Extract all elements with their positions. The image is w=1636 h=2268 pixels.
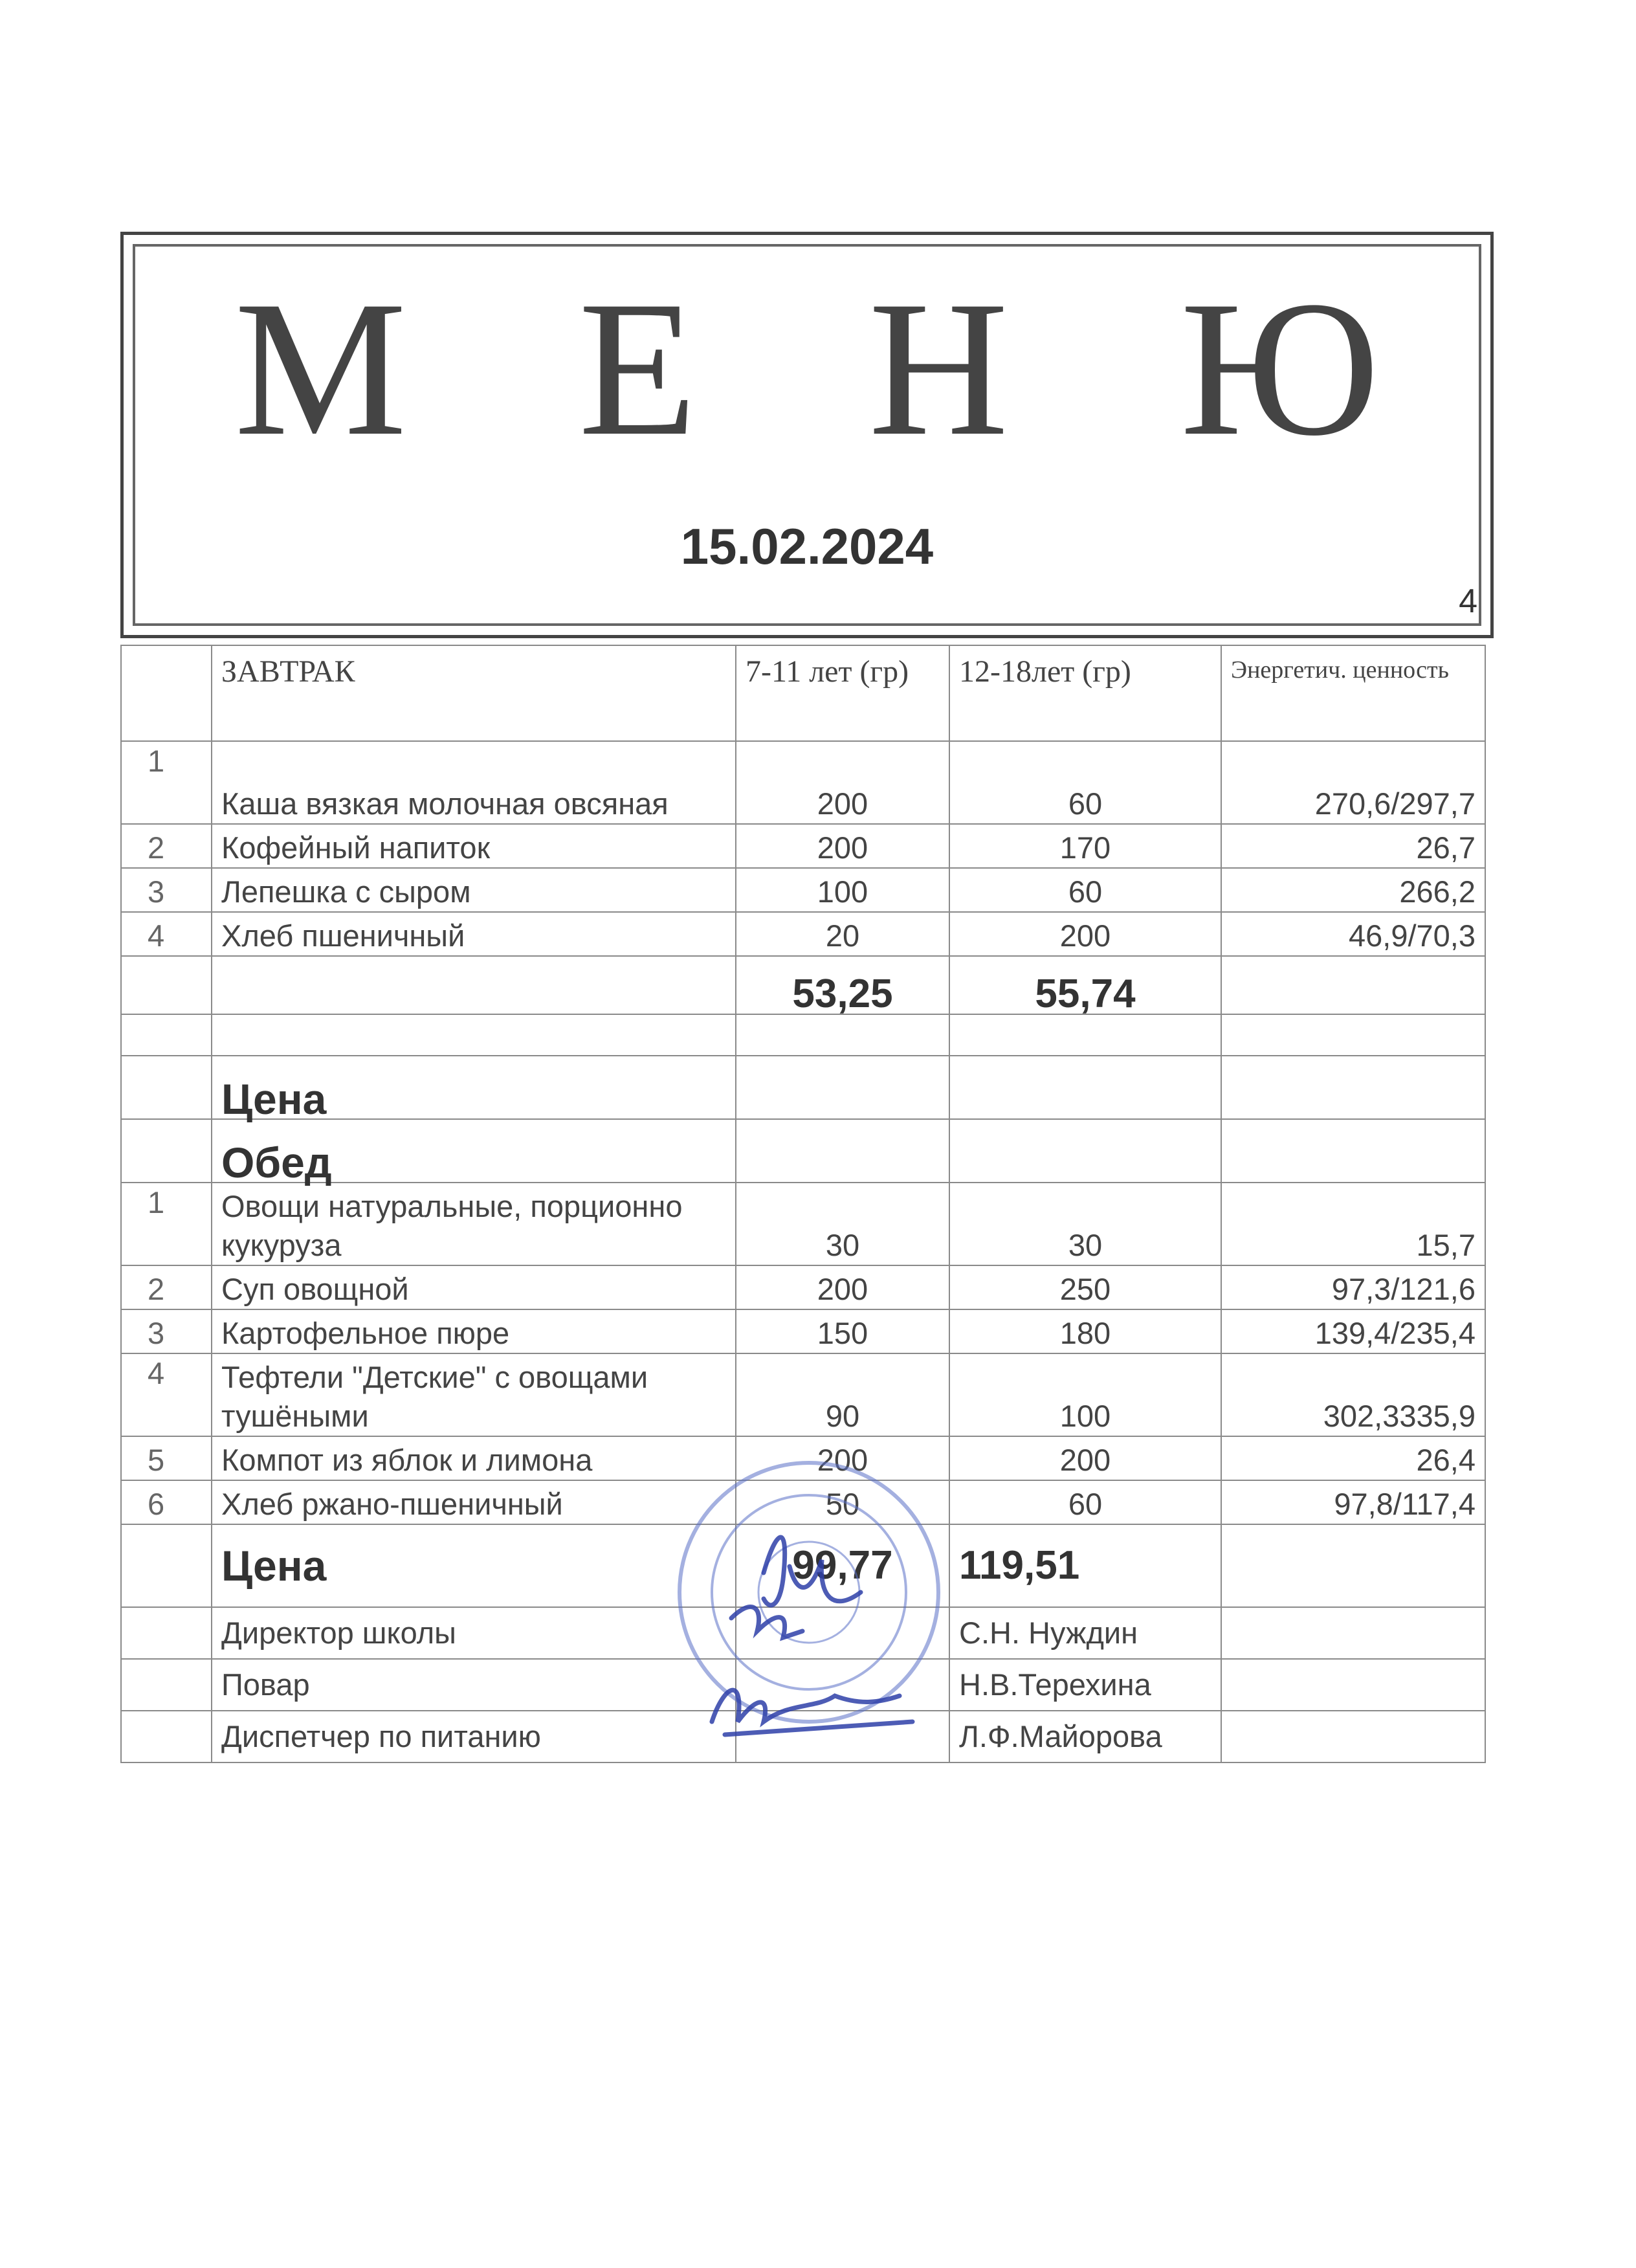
dish-name: Картофельное пюре	[212, 1309, 736, 1353]
empty-row	[121, 1014, 1485, 1056]
menu-date: 15.02.2024	[680, 518, 934, 575]
grams-7-11: 90	[736, 1353, 949, 1436]
price-label-row	[121, 1056, 1485, 1119]
grams-7-11: 200	[736, 824, 949, 868]
energy-header: Энергетич. ценность	[1221, 645, 1485, 741]
table-row	[121, 741, 1485, 824]
grams-7-11: 50	[736, 1480, 949, 1524]
signature-name: С.Н. Нуждин	[949, 1607, 1221, 1659]
grams-7-11: 200	[736, 741, 949, 824]
dish-name: Овощи натуральные, порционно кукуруза	[212, 1183, 736, 1265]
page-number: 4	[1459, 583, 1477, 620]
table-row	[121, 912, 1485, 956]
grams-12-18: 60	[949, 741, 1221, 824]
breakfast-total-7-11: 53,25	[736, 956, 949, 1014]
dish-name: Хлеб ржано-пшеничный	[212, 1480, 736, 1524]
grams-12-18: 170	[949, 824, 1221, 868]
grams-7-11: 200	[736, 1265, 949, 1309]
lunch-price-12-18: 119,51	[949, 1524, 1221, 1607]
grams-12-18: 200	[949, 912, 1221, 956]
table-row	[121, 1353, 1485, 1436]
energy-value: 15,7	[1221, 1183, 1485, 1265]
grams-7-11: 150	[736, 1309, 949, 1353]
stamp-graphic	[667, 1450, 951, 1761]
grams-12-18: 60	[949, 1480, 1221, 1524]
energy-value: 97,3/121,6	[1221, 1265, 1485, 1309]
energy-value: 26,7	[1221, 824, 1485, 868]
signature-name: Н.В.Терехина	[949, 1659, 1221, 1711]
energy-value: 26,4	[1221, 1436, 1485, 1480]
dish-name: Суп овощной	[212, 1265, 736, 1309]
table-row	[121, 1265, 1485, 1309]
header-num-cell	[121, 645, 212, 741]
grams-7-11: 200	[736, 1436, 949, 1480]
dish-name: Лепешка с сыром	[212, 868, 736, 912]
energy-value: 302,3335,9	[1221, 1353, 1485, 1436]
row-num: 2	[121, 824, 212, 868]
row-num: 3	[121, 1309, 212, 1353]
dish-name: Кофейный напиток	[212, 824, 736, 868]
grams-7-11: 100	[736, 868, 949, 912]
lunch-price-7-11: 99,77	[736, 1524, 949, 1607]
breakfast-total-row	[121, 956, 1485, 1014]
row-num: 1	[121, 741, 212, 824]
grams-7-11: 30	[736, 1183, 949, 1265]
row-num: 6	[121, 1480, 212, 1524]
dish-name: Хлеб пшеничный	[212, 912, 736, 956]
signature-role: Повар	[212, 1659, 736, 1711]
row-num: 3	[121, 868, 212, 912]
age-12-18-header: 12-18лет (гр)	[949, 645, 1221, 741]
age-7-11-header: 7-11 лет (гр)	[736, 645, 949, 741]
official-stamp	[667, 1450, 951, 1761]
table-row	[121, 824, 1485, 868]
breakfast-header: ЗАВТРАК	[212, 645, 736, 741]
grams-7-11: 20	[736, 912, 949, 956]
row-num: 2	[121, 1265, 212, 1309]
table-row	[121, 868, 1485, 912]
grams-12-18: 60	[949, 868, 1221, 912]
table-row	[121, 1183, 1485, 1265]
menu-title: М Е Н Ю	[234, 261, 1441, 476]
menu-header-box	[120, 232, 1494, 638]
energy-value: 266,2	[1221, 868, 1485, 912]
energy-value: 46,9/70,3	[1221, 912, 1485, 956]
grams-12-18: 200	[949, 1436, 1221, 1480]
breakfast-total-12-18: 55,74	[949, 956, 1221, 1014]
lunch-section-label: Обед	[212, 1119, 736, 1183]
lunch-price-label: Цена	[212, 1524, 736, 1607]
grams-12-18: 100	[949, 1353, 1221, 1436]
dish-name: Каша вязкая молочная овсяная	[212, 741, 736, 824]
energy-value: 139,4/235,4	[1221, 1309, 1485, 1353]
row-num: 4	[121, 912, 212, 956]
dish-name: Компот из яблок и лимона	[212, 1436, 736, 1480]
row-num: 5	[121, 1436, 212, 1480]
table-header-row	[121, 645, 1485, 741]
row-num: 4	[121, 1353, 212, 1436]
signature-role: Диспетчер по питанию	[212, 1711, 736, 1762]
lunch-label-row	[121, 1119, 1485, 1183]
signature-role: Директор школы	[212, 1607, 736, 1659]
row-num: 1	[121, 1183, 212, 1265]
energy-value: 270,6/297,7	[1221, 741, 1485, 824]
breakfast-price-label: Цена	[212, 1056, 736, 1119]
table-row	[121, 1309, 1485, 1353]
dish-name: Тефтели "Детские" с овощами тушёными	[212, 1353, 736, 1436]
grams-12-18: 30	[949, 1183, 1221, 1265]
energy-value: 97,8/117,4	[1221, 1480, 1485, 1524]
signature-name: Л.Ф.Майорова	[949, 1711, 1221, 1762]
grams-12-18: 180	[949, 1309, 1221, 1353]
grams-12-18: 250	[949, 1265, 1221, 1309]
